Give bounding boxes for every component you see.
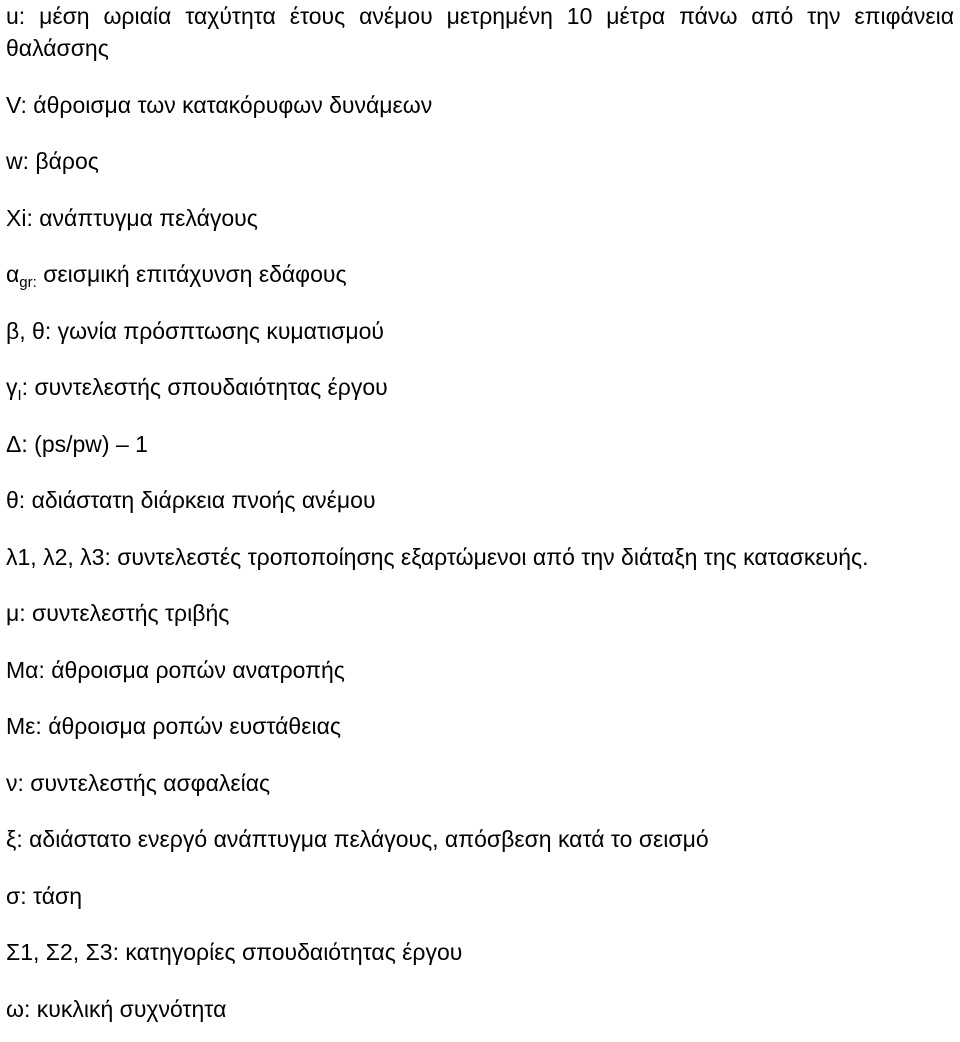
symbol-subscript: gr: bbox=[19, 274, 37, 291]
symbol: λ1, λ2, λ3 bbox=[6, 543, 105, 570]
symbol: β, θ bbox=[6, 317, 45, 344]
definition-text: ανάπτυγμα πελάγους bbox=[39, 204, 258, 231]
definition-xi: Xi: ανάπτυγμα πελάγους bbox=[6, 204, 258, 231]
symbol: w bbox=[6, 148, 23, 174]
symbol: Μα bbox=[6, 656, 39, 683]
definition-gamma-i: $\gamma_I$: συντελεστής σπουδαιότητας έργου bbox=[6, 374, 388, 404]
definition-text: συντελεστές τροποποίησης εξαρτώμενοι από την διάταξη της κατασκευής. bbox=[117, 543, 869, 570]
symbol: ν bbox=[6, 769, 18, 796]
definition-nu: ν: συντελεστής ασφαλείας bbox=[6, 769, 271, 796]
symbol: Xi bbox=[6, 204, 27, 231]
symbol-definitions-list bbox=[6, 0, 954, 1025]
definition-m-alpha: Μα: άθροισμα ροπών ανατροπής bbox=[6, 656, 345, 683]
definition-text: βάρος bbox=[35, 148, 99, 174]
definition-theta: θ: αδιάστατη διάρκεια πνοής ανέμου bbox=[6, 487, 376, 513]
definition-text: αδιάστατη διάρκεια πνοής ανέμου bbox=[31, 487, 376, 513]
definition-text: (ps/pw) – 1 bbox=[34, 430, 148, 457]
definition-lambda: λ1, λ2, λ3: συντελεστές τροποποίησης εξαρτώμενοι από την διάταξη της κατασκευής. bbox=[6, 543, 869, 570]
definition-text: τάση bbox=[32, 882, 83, 909]
symbol: ξ bbox=[6, 826, 17, 852]
definition-v: V: άθροισμα των κατακόρυφων δυνάμεων bbox=[6, 91, 433, 118]
definition-text: άθροισμα ροπών ευστάθειας bbox=[48, 713, 341, 739]
definition-text: συντελεστής σπουδαιότητας έργου bbox=[34, 374, 388, 400]
definition-text: κυκλική συχνότητα bbox=[36, 995, 227, 1022]
definition-text: σεισμική επιτάχυνση εδάφους bbox=[43, 261, 347, 287]
symbol: Σ1, Σ2, Σ3 bbox=[6, 939, 113, 965]
definition-sigma-categories: Σ1, Σ2, Σ3: κατηγορίες σπουδαιότητας έργου bbox=[6, 939, 463, 965]
definition-a-gr bbox=[6, 258, 954, 290]
symbol: Με bbox=[6, 713, 36, 739]
definition-u: u: μέση ωριαία ταχύτητα έτους ανέμου μετρημένη 10 μέτρα πάνω από την επιφάνεια θαλάσσης bbox=[6, 3, 954, 61]
definition-text: μέση ωριαία ταχύτητα έτους ανέμου μετρημένη 10 μέτρα πάνω από την επιφάνεια θαλάσσης bbox=[6, 3, 954, 61]
definition-beta-theta: β, θ: γωνία πρόσπτωσης κυματισμού bbox=[6, 317, 384, 344]
definition-m-epsilon: Με: άθροισμα ροπών ευστάθειας bbox=[6, 713, 341, 739]
definition-text: άθροισμα των κατακόρυφων δυνάμεων bbox=[33, 91, 433, 118]
definition-omega: ω: κυκλική συχνότητα bbox=[6, 995, 227, 1022]
definition-w: w: βάρος bbox=[6, 148, 99, 174]
symbol: μ bbox=[6, 600, 20, 626]
definition-text: αδιάστατο ενεργό ανάπτυγμα πελάγους, απόσβεση κατά το σεισμό bbox=[29, 826, 709, 852]
symbol-subscript: I bbox=[17, 387, 22, 404]
symbol: V bbox=[6, 91, 21, 118]
symbol: γ bbox=[6, 374, 18, 400]
definition-xi-greek: ξ: αδιάστατο ενεργό ανάπτυγμα πελάγους, απόσβεση κατά το σεισμό bbox=[6, 826, 709, 852]
symbol: θ bbox=[6, 487, 19, 513]
definition-mu: μ: συντελεστής τριβής bbox=[6, 600, 230, 626]
definition-sigma: σ: τάση bbox=[6, 882, 83, 909]
definition-text: συντελεστής ασφαλείας bbox=[30, 769, 271, 796]
definition-text: κατηγορίες σπουδαιότητας έργου bbox=[125, 939, 463, 965]
definition-delta: Δ: (ps/pw) – 1 bbox=[6, 430, 148, 457]
symbol: ω bbox=[6, 995, 24, 1022]
symbol: α bbox=[6, 261, 20, 287]
symbol: u bbox=[6, 3, 19, 29]
symbol: σ bbox=[6, 882, 21, 909]
definition-text: γωνία πρόσπτωσης κυματισμού bbox=[57, 317, 384, 344]
definition-text: συντελεστής τριβής bbox=[32, 600, 230, 626]
symbol: Δ bbox=[6, 430, 22, 457]
definition-text: άθροισμα ροπών ανατροπής bbox=[51, 656, 345, 683]
